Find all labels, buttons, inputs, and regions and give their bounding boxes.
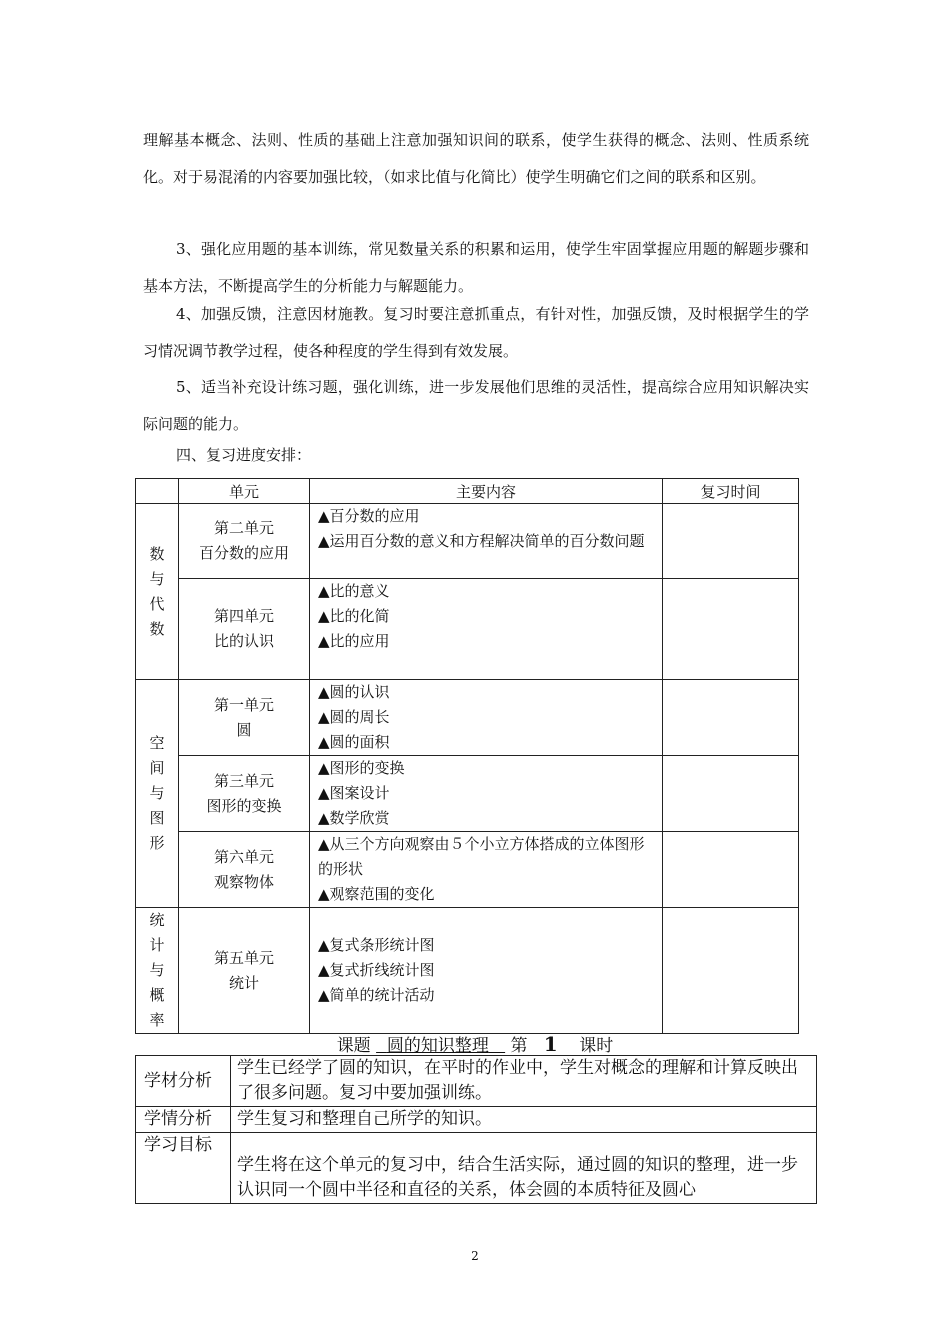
list-item: ▲圆的认识 [318,683,390,701]
table-row [136,756,799,832]
header-time: 复习时间 [663,479,799,504]
category-number-algebra: 数 与 代 数 [136,504,179,680]
lesson-number: 1 [543,1032,558,1056]
lesson-prefix: 课题 [336,1036,371,1056]
paragraph-concepts: 理解基本概念、法则、性质的基础上注意加强知识间的联系，使学生获得的概念、法则、性质系统化。对于易混淆的内容要加强比较，（如求比值与化简比）使学生明确它们之间的联系和区别。 [143,131,809,186]
row-label: 学材分析 [136,1056,231,1107]
list-item: ▲复式条形统计图 [318,936,435,954]
content-cell [310,504,663,579]
category-statistics-probability: 统 计 与 概 率 [136,908,179,1034]
paragraph-exercises: 5、适当补充设计练习题，强化训练，进一步发展他们思维的灵活性，提高综合应用知识解决实际问题的能力。 [143,378,809,433]
table-row [136,1056,817,1107]
table-row [136,1107,817,1133]
header-unit: 单元 [179,479,310,504]
row-text: 学生将在这个单元的复习中，结合生活实际，通过圆的知识的整理，进一步认识同一个圆中半径和直径的关系，体会圆的本质特征及圆心 [231,1133,817,1204]
table-header-row [136,479,799,504]
unit-cell: 第四单元 比的认识 [179,579,310,680]
list-item: ▲运用百分数的意义和方程解决简单的百分数问题 [318,532,645,550]
unit-cell: 第一单元 圆 [179,680,310,756]
lesson-word: 第 [510,1036,528,1056]
table-row [136,1133,817,1204]
list-item: ▲比的化简 [318,607,390,625]
list-item: ▲百分数的应用 [318,507,420,525]
content-cell [310,579,663,680]
unit-cell: 第五单元 统计 [179,908,310,1034]
page-number: 2 [471,1249,479,1263]
list-item: ▲比的应用 [318,632,390,650]
list-item: ▲复式折线统计图 [318,961,435,979]
list-item: ▲比的意义 [318,582,390,600]
review-schedule-table [135,478,799,1034]
time-cell [663,832,799,908]
content-cell [310,680,663,756]
row-text: 学生复习和整理自己所学的知识。 [231,1107,817,1133]
category-space-geometry: 空 间 与 图 形 [136,680,179,908]
list-item: ▲从三个方向观察由５个小立方体搭成的立体图形的形状 [318,835,645,878]
lesson-suffix: 课时 [579,1036,614,1056]
row-label: 学情分析 [136,1107,231,1133]
list-item: ▲圆的面积 [318,733,390,751]
header-content: 主要内容 [310,479,663,504]
table-row [136,680,799,756]
time-cell [663,504,799,579]
row-label: 学习目标 [136,1133,231,1204]
unit-cell: 第六单元 观察物体 [179,832,310,908]
unit-cell: 第二单元 百分数的应用 [179,504,310,579]
time-cell [663,680,799,756]
paragraph-applied-problems: 3、强化应用题的基本训练，常见数量关系的积累和运用，使学生牢固掌握应用题的解题步骤和基本方法，不断提高学生的分析能力与解题能力。 [143,240,809,295]
time-cell [663,579,799,680]
paragraph-feedback: 4、加强反馈，注意因材施教。复习时要注意抓重点，有针对性，加强反馈，及时根据学生的学习情况调节教学过程，使各种程度的学生得到有效发展。 [143,305,809,360]
section-heading: 四、复习进度安排： [176,446,312,464]
list-item: ▲观察范围的变化 [318,885,435,903]
list-item: ▲图案设计 [318,784,390,802]
table-row [136,504,799,579]
list-item: ▲图形的变换 [318,759,405,777]
unit-cell: 第三单元 图形的变换 [179,756,310,832]
content-cell [310,908,663,1034]
header-category [136,479,179,504]
table-row [136,908,799,1034]
lesson-plan-table [135,1055,817,1204]
list-item: ▲圆的周长 [318,708,390,726]
list-item: ▲简单的统计活动 [318,986,435,1004]
row-text: 学生已经学了圆的知识，在平时的作业中，学生对概念的理解和计算反映出了很多问题。复习中要加强训练。 [231,1056,817,1107]
lesson-topic: 圆的知识整理 [386,1036,489,1056]
time-cell [663,756,799,832]
table-row [136,579,799,680]
time-cell [663,908,799,1034]
content-cell [310,832,663,908]
content-cell [310,756,663,832]
table-row [136,832,799,908]
list-item: ▲数学欣赏 [318,809,390,827]
